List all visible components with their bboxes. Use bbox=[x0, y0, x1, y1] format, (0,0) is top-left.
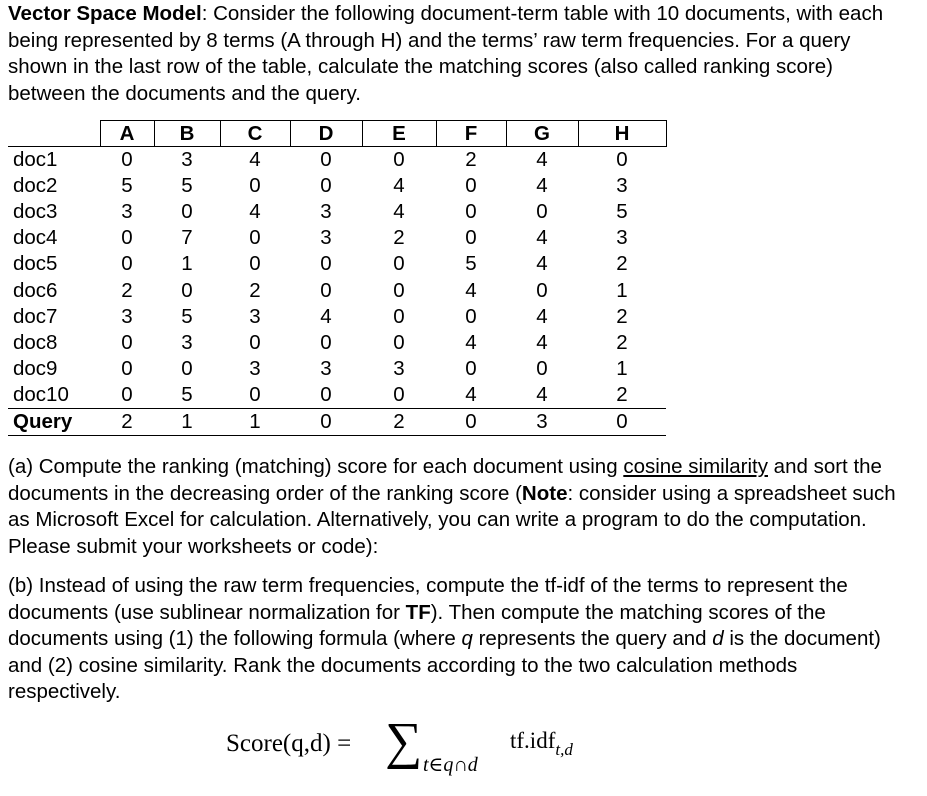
header-term: D bbox=[290, 121, 362, 147]
term-frequency-cell: 0 bbox=[320, 174, 332, 198]
term-frequency-cell: 0 bbox=[181, 356, 193, 380]
intro-text: : Consider the following document-term table with 10 documents, with each being represented by 8 terms (A through H) and the terms’ raw term frequencies. For a query shown in the last row of the table, calculate the matching scores (also called ranking score) between the documents and the query. bbox=[8, 2, 884, 105]
term-frequency-cell: 5 bbox=[616, 200, 628, 224]
term-frequency-cell: 0 bbox=[121, 226, 133, 250]
term-frequency-cell: 0 bbox=[393, 330, 405, 354]
formula-rhs-subscript: t,d bbox=[555, 740, 573, 759]
term-frequency-cell: 0 bbox=[393, 148, 405, 172]
term-frequency-cell: 3 bbox=[506, 408, 578, 435]
term-frequency-cell: 4 bbox=[393, 200, 405, 224]
term-frequency-cell: 4 bbox=[536, 226, 548, 250]
doc-label: doc7 bbox=[13, 304, 58, 328]
note-label: Note bbox=[521, 481, 568, 505]
term-frequency-cell: 2 bbox=[393, 226, 405, 250]
term-frequency-cell: 2 bbox=[121, 278, 133, 302]
cosine-similarity-link[interactable]: cosine similarity bbox=[623, 455, 768, 478]
doc-label: doc1 bbox=[13, 148, 58, 172]
term-frequency-cell: 4 bbox=[536, 304, 548, 328]
term-frequency-cell: 2 bbox=[249, 278, 261, 302]
header-term: E bbox=[362, 121, 436, 147]
term-frequency-cell: 3 bbox=[320, 200, 332, 224]
term-frequency-cell: 3 bbox=[181, 330, 193, 354]
term-frequency-cell: 0 bbox=[465, 226, 477, 250]
term-frequency-cell: 0 bbox=[121, 356, 133, 380]
term-frequency-cell: 0 bbox=[249, 252, 261, 276]
part-a-middle: and sort the documents in the decreasing order of the ranking score ( bbox=[8, 455, 882, 505]
doc-label: doc8 bbox=[13, 330, 58, 354]
summation-subscript: t∈q∩d bbox=[423, 754, 478, 776]
term-frequency-cell: 1 bbox=[181, 252, 193, 276]
term-frequency-cell: 4 bbox=[320, 304, 332, 328]
term-frequency-cell: 0 bbox=[121, 252, 133, 276]
tf-label: TF bbox=[405, 600, 431, 624]
term-frequency-cell: 0 bbox=[393, 304, 405, 328]
header-term: C bbox=[220, 121, 290, 147]
term-frequency-cell: 0 bbox=[616, 148, 628, 172]
term-frequency-cell: 2 bbox=[616, 304, 628, 328]
table-row bbox=[8, 330, 666, 356]
doc-label: doc2 bbox=[13, 174, 58, 198]
query-row bbox=[8, 408, 666, 435]
term-frequency-cell: 4 bbox=[465, 382, 477, 406]
term-frequency-cell: 0 bbox=[465, 200, 477, 224]
term-frequency-cell: 0 bbox=[578, 408, 666, 435]
term-frequency-cell: 0 bbox=[249, 330, 261, 354]
term-frequency-cell: 1 bbox=[616, 278, 628, 302]
part-a-prefix: (a) Compute the ranking (matching) score for each document using bbox=[8, 455, 624, 478]
term-frequency-cell: 0 bbox=[320, 382, 332, 406]
term-frequency-cell: 1 bbox=[616, 356, 628, 380]
term-frequency-cell: 4 bbox=[249, 148, 261, 172]
term-frequency-cell: 2 bbox=[616, 252, 628, 276]
term-frequency-cell: 0 bbox=[320, 278, 332, 302]
term-frequency-cell: 0 bbox=[181, 200, 193, 224]
term-frequency-cell: 0 bbox=[320, 148, 332, 172]
term-frequency-cell: 5 bbox=[121, 174, 133, 198]
doc-label: doc6 bbox=[13, 278, 58, 302]
table-header-row bbox=[8, 121, 666, 147]
term-frequency-cell: 0 bbox=[536, 356, 548, 380]
intro-paragraph bbox=[8, 1, 908, 107]
term-frequency-cell: 7 bbox=[181, 226, 193, 250]
table-row bbox=[8, 173, 666, 199]
table-row bbox=[8, 356, 666, 382]
term-frequency-cell: 0 bbox=[465, 174, 477, 198]
term-frequency-cell: 4 bbox=[465, 330, 477, 354]
term-frequency-cell: 3 bbox=[616, 174, 628, 198]
header-term: H bbox=[578, 121, 666, 147]
term-frequency-cell: 2 bbox=[362, 408, 436, 435]
term-frequency-cell: 0 bbox=[290, 408, 362, 435]
d-symbol: d bbox=[712, 627, 724, 650]
term-frequency-cell: 4 bbox=[536, 382, 548, 406]
term-frequency-cell: 3 bbox=[249, 356, 261, 380]
table-row bbox=[8, 147, 666, 174]
term-frequency-cell: 3 bbox=[249, 304, 261, 328]
term-frequency-cell: 3 bbox=[393, 356, 405, 380]
term-frequency-cell: 0 bbox=[536, 278, 548, 302]
header-term: F bbox=[436, 121, 506, 147]
part-a-paragraph bbox=[8, 454, 908, 560]
term-frequency-cell: 0 bbox=[320, 252, 332, 276]
term-frequency-cell: 1 bbox=[220, 408, 290, 435]
term-frequency-cell: 0 bbox=[249, 174, 261, 198]
term-frequency-cell: 3 bbox=[616, 226, 628, 250]
table-row bbox=[8, 277, 666, 303]
table-row bbox=[8, 251, 666, 277]
q-symbol: q bbox=[461, 627, 473, 650]
term-frequency-cell: 5 bbox=[181, 304, 193, 328]
term-frequency-cell: 3 bbox=[320, 226, 332, 250]
term-frequency-cell: 5 bbox=[181, 382, 193, 406]
term-frequency-cell: 3 bbox=[121, 200, 133, 224]
doc-label: doc9 bbox=[13, 356, 58, 380]
term-frequency-cell: 0 bbox=[536, 200, 548, 224]
term-frequency-cell: 2 bbox=[616, 330, 628, 354]
term-frequency-cell: 2 bbox=[465, 148, 477, 172]
doc-label: doc10 bbox=[13, 382, 69, 406]
document-term-table bbox=[8, 120, 667, 436]
doc-label: doc5 bbox=[13, 252, 58, 276]
table-row bbox=[8, 199, 666, 225]
part-a-suffix: : consider using a spreadsheet such as Microsoft Excel for calculation. Alternatively, you can write a program to do the computation. Please submit your worksheets or code): bbox=[8, 481, 896, 558]
part-b-suffix: is the document) and (2) cosine similarity. Rank the documents according to the two calculation methods respectively. bbox=[8, 627, 881, 703]
part-b-prefix: (b) Instead of using the raw term frequencies, compute the tf-idf of the terms to represent the documents (use sublinear normalization for bbox=[8, 574, 848, 624]
header-term: G bbox=[506, 121, 578, 147]
term-frequency-cell: 4 bbox=[536, 174, 548, 198]
header-blank bbox=[8, 121, 100, 147]
header-term: B bbox=[154, 121, 220, 147]
header-term: A bbox=[100, 121, 154, 147]
term-frequency-cell: 4 bbox=[249, 200, 261, 224]
table-row bbox=[8, 304, 666, 330]
term-frequency-cell: 0 bbox=[436, 408, 506, 435]
query-label: Query bbox=[8, 408, 100, 435]
term-frequency-cell: 4 bbox=[536, 148, 548, 172]
term-frequency-cell: 5 bbox=[181, 174, 193, 198]
formula-rhs-term: tf.idf bbox=[510, 728, 556, 753]
term-frequency-cell: 2 bbox=[100, 408, 154, 435]
doc-label: doc3 bbox=[13, 200, 58, 224]
term-frequency-cell: 2 bbox=[616, 382, 628, 406]
term-frequency-cell: 0 bbox=[393, 252, 405, 276]
term-frequency-cell: 4 bbox=[465, 278, 477, 302]
doc-label: doc4 bbox=[13, 226, 58, 250]
term-frequency-cell: 0 bbox=[181, 278, 193, 302]
formula-lhs: Score(q,d) = bbox=[226, 730, 352, 757]
formula-rhs bbox=[510, 728, 573, 759]
summation-symbol: ∑ bbox=[385, 713, 423, 770]
term-frequency-cell: 3 bbox=[121, 304, 133, 328]
part-b-middle2: represents the query and bbox=[472, 627, 713, 650]
term-frequency-cell: 0 bbox=[320, 330, 332, 354]
table-row bbox=[8, 382, 666, 409]
term-frequency-cell: 0 bbox=[249, 382, 261, 406]
term-frequency-cell: 4 bbox=[393, 174, 405, 198]
term-frequency-cell: 0 bbox=[121, 330, 133, 354]
term-frequency-cell: 0 bbox=[465, 356, 477, 380]
term-frequency-cell: 1 bbox=[154, 408, 220, 435]
term-frequency-cell: 5 bbox=[465, 252, 477, 276]
table-row bbox=[8, 225, 666, 251]
term-frequency-cell: 0 bbox=[465, 304, 477, 328]
term-frequency-cell: 0 bbox=[121, 382, 133, 406]
score-formula bbox=[226, 713, 646, 788]
part-b-paragraph bbox=[8, 573, 908, 706]
term-frequency-cell: 4 bbox=[536, 252, 548, 276]
term-frequency-cell: 3 bbox=[181, 148, 193, 172]
term-frequency-cell: 0 bbox=[121, 148, 133, 172]
term-frequency-cell: 4 bbox=[536, 330, 548, 354]
term-frequency-cell: 0 bbox=[249, 226, 261, 250]
term-frequency-cell: 3 bbox=[320, 356, 332, 380]
part-b-middle1: ). Then compute the matching scores of the documents using (1) the following formula (where bbox=[8, 600, 826, 650]
term-frequency-cell: 0 bbox=[393, 382, 405, 406]
term-frequency-cell: 0 bbox=[393, 278, 405, 302]
intro-title: Vector Space Model bbox=[8, 2, 202, 25]
